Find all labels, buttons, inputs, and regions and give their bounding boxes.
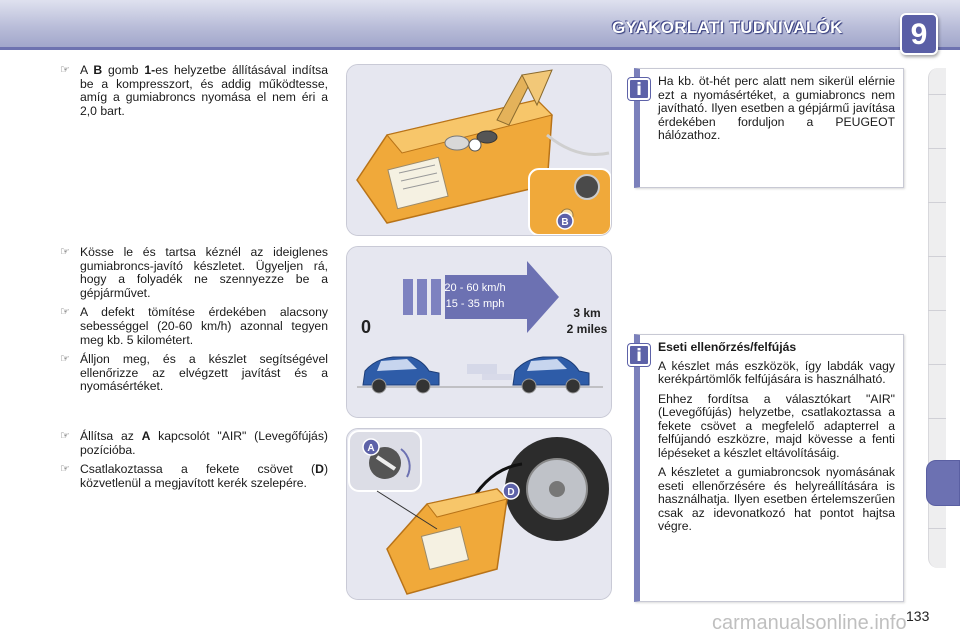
info-paragraph: A készlet más eszközök, így labdák vagy kerékpártömlők felfújására is használható. bbox=[658, 358, 895, 386]
thumb-index-divider bbox=[928, 364, 946, 365]
instructions-step-compressor bbox=[60, 64, 328, 124]
info-box-pressure-warning bbox=[634, 68, 904, 188]
distance-km-label: 3 km bbox=[573, 306, 601, 320]
speed-kmh-label: 20 - 60 km/h bbox=[444, 282, 506, 294]
chapter-title: GYAKORLATI TUDNIVALÓK bbox=[612, 18, 843, 37]
info-heading: Eseti ellenőrzés/felfújás bbox=[658, 340, 797, 354]
callout-label-a: A bbox=[367, 443, 375, 454]
air-inflation-illustration bbox=[347, 429, 612, 600]
list-item bbox=[60, 64, 328, 118]
start-distance-label: 0 bbox=[361, 317, 372, 337]
list-item bbox=[60, 463, 328, 490]
speed-mph-label: 15 - 35 mph bbox=[445, 298, 505, 310]
pointing-hand-icon: ☞ bbox=[60, 353, 70, 366]
instruction-text: Kösse le és tartsa kéznél az ideiglenes gumiabroncs-javító készletet. Ügyeljen rá, hogy a folyadék ne szennyezze be a gépjárművet. bbox=[80, 245, 328, 300]
info-paragraph: A készletet a gumiabroncsok nyomásának eseti ellenőrzésére és helyreállítására is használhatja. Ilyen esetben értelemszerűen csak az idevonatkozó hat pontot hajtsa végre. bbox=[658, 465, 895, 533]
figure-repair-kit-button bbox=[346, 64, 612, 236]
header-rule bbox=[0, 47, 960, 50]
list-item bbox=[60, 246, 328, 300]
figure-drive-distance bbox=[346, 246, 612, 418]
pointing-hand-icon: ☞ bbox=[60, 64, 70, 76]
pointing-hand-icon: ☞ bbox=[60, 246, 70, 258]
thumb-index-active-tab[interactable] bbox=[926, 460, 960, 506]
thumb-index-divider bbox=[928, 310, 946, 311]
distance-miles-label: 2 miles bbox=[566, 322, 608, 336]
drive-distance-illustration bbox=[347, 247, 612, 418]
list-item bbox=[60, 430, 328, 457]
watermark: carmanualsonline.info bbox=[712, 612, 907, 634]
thumb-index-divider bbox=[928, 256, 946, 257]
instruction-text: Csatlakoztassa a fekete csövet (D) közvetlenül a megjavított kerék szelepére. bbox=[80, 462, 328, 490]
pointing-hand-icon: ☞ bbox=[60, 306, 70, 319]
instruction-text: Álljon meg, és a készlet segítségével ellenőrizze az elvégzett javítást és a nyomásértéket. bbox=[80, 352, 328, 394]
instruction-text: Állítsa az A kapcsolót "AIR" (Levegőfújás) pozícióba. bbox=[80, 429, 328, 457]
thumb-index-divider bbox=[928, 94, 946, 95]
instruction-text: A B gomb 1-es helyzetbe állításával indítsa be a kompresszort, és addig működtesse, amíg a gumiabroncs nyomása el nem éri a 2,0 bart. bbox=[80, 63, 329, 118]
callout-label-d: D bbox=[507, 487, 515, 498]
pointing-hand-icon: ☞ bbox=[60, 463, 70, 476]
thumb-index-divider bbox=[928, 418, 946, 419]
instructions-step-driving bbox=[60, 246, 328, 400]
thumb-index-divider bbox=[928, 148, 946, 149]
pointing-hand-icon: ☞ bbox=[60, 430, 70, 442]
info-icon: i bbox=[628, 344, 650, 366]
page-number: 133 bbox=[906, 608, 930, 624]
info-text: Ha kb. öt-hét perc alatt nem sikerül elérnie ezt a nyomásértéket, a gumiabroncs nem javítható. Ilyen esetben a gépjármű javítása érdekében forduljon a PEUGEOT hálózathoz. bbox=[658, 74, 895, 142]
thumb-index-divider bbox=[928, 528, 946, 529]
list-item bbox=[60, 353, 328, 394]
chapter-number-badge bbox=[900, 13, 938, 55]
callout-label-b: B bbox=[561, 217, 569, 228]
instructions-step-air bbox=[60, 430, 328, 496]
chapter-number: 9 bbox=[910, 18, 928, 51]
list-item bbox=[60, 306, 328, 347]
repair-kit-illustration bbox=[347, 65, 612, 236]
info-icon: i bbox=[628, 78, 650, 100]
info-box-occasional-check bbox=[634, 334, 904, 602]
info-paragraph: Ehhez fordítsa a választókart "AIR" (Levegőfújás) helyzetbe, csatlakoztassa a fekete csövet a megfelelő adapterrel a felfújandó eszközre, majd kövesse a fenti lépéseket a készlet eltávolításáig. bbox=[658, 391, 895, 460]
figure-air-switch-hose bbox=[346, 428, 612, 600]
info-text bbox=[640, 335, 903, 546]
instruction-text: A defekt tömítése érdekében alacsony sebességgel (20-60 km/h) azonnal tegyen meg kb. 5 kilométert. bbox=[80, 305, 328, 347]
thumb-index-divider bbox=[928, 202, 946, 203]
